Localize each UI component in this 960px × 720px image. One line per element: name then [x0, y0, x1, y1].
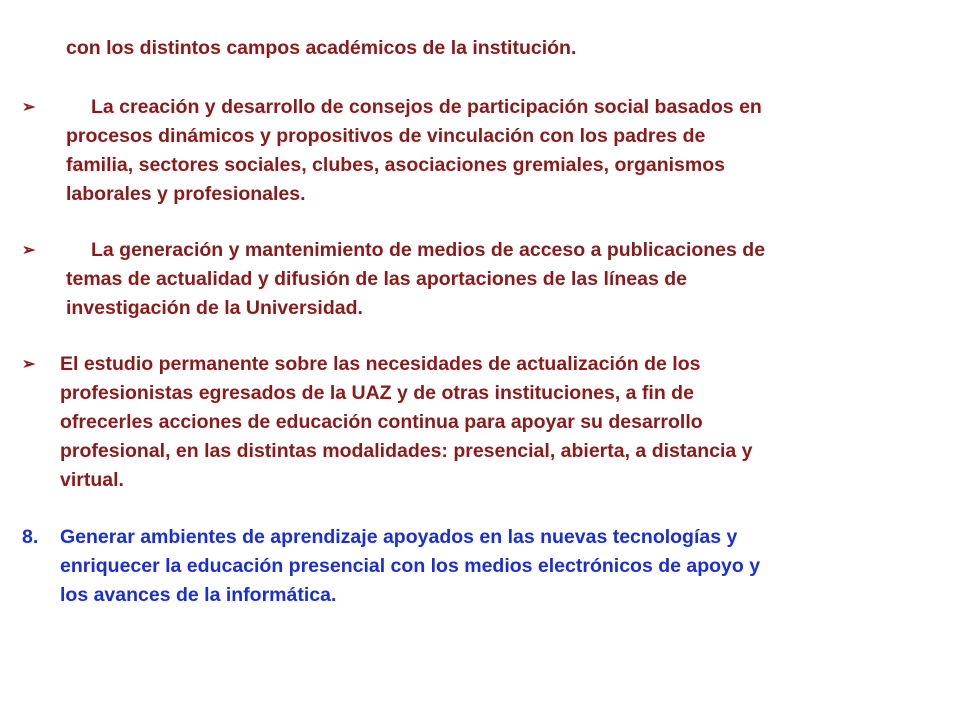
bullet-line: familia, sectores sociales, clubes, asociaciones gremiales, organismos — [66, 154, 725, 176]
intro-line: con los distintos campos académicos de la institución. — [66, 37, 577, 59]
numbered-line: enriquecer la educación presencial con los medios electrónicos de apoyo y — [60, 555, 761, 577]
arrow-bullet-icon: ➢ — [22, 99, 36, 116]
bullet-line: ofrecerles acciones de educación continua para apoyar su desarrollo — [60, 411, 703, 433]
numbered-line: los avances de la informática. — [60, 584, 337, 606]
bullet-line: La creación y desarrollo de consejos de participación social basados en — [91, 96, 762, 118]
bullet-line: temas de actualidad y difusión de las aportaciones de las líneas de — [66, 268, 687, 290]
bullet-line: El estudio permanente sobre las necesidades de actualización de los — [60, 353, 701, 375]
arrow-bullet-icon: ➢ — [22, 356, 36, 373]
bullet-line: profesional, en las distintas modalidades: presencial, abierta, a distancia y — [60, 440, 753, 462]
bullet-line: procesos dinámicos y propositivos de vinculación con los padres de — [66, 125, 706, 147]
bullet-line: La generación y mantenimiento de medios de acceso a publicaciones de — [91, 239, 766, 261]
bullet-line: virtual. — [60, 469, 124, 491]
arrow-bullet-icon: ➢ — [22, 242, 36, 259]
bullet-line: laborales y profesionales. — [66, 183, 306, 205]
numbered-line: Generar ambientes de aprendizaje apoyados en las nuevas tecnologías y — [60, 526, 738, 548]
bullet-line: investigación de la Universidad. — [66, 297, 363, 319]
item-number: 8. — [22, 526, 39, 548]
bullet-line: profesionistas egresados de la UAZ y de otras instituciones, a fin de — [60, 382, 694, 404]
